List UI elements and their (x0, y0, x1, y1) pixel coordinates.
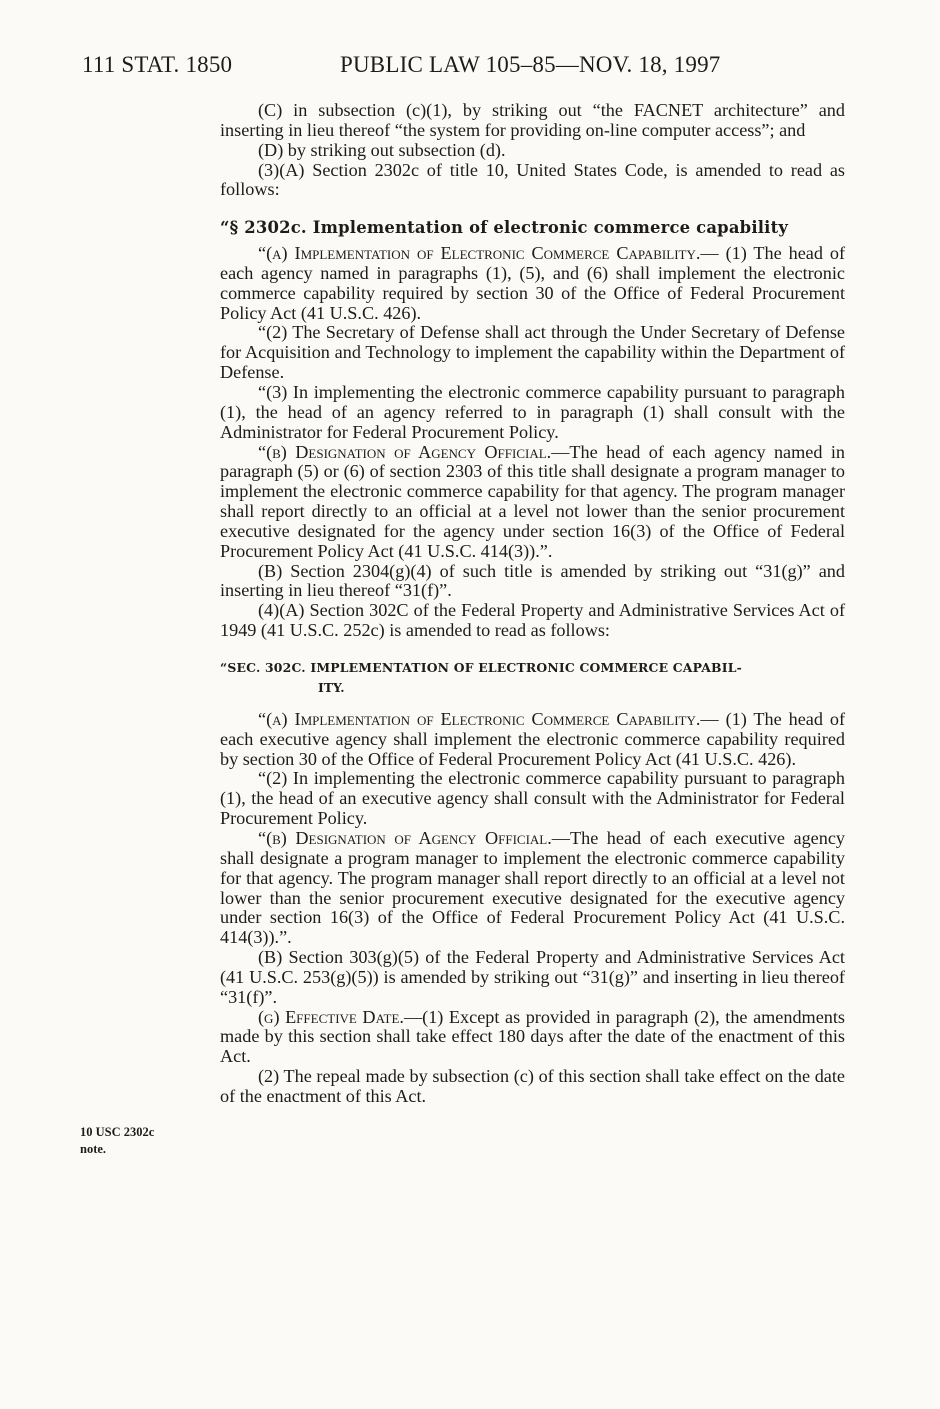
subsection-heading: “(b) Designation of Agency Official. (258, 828, 552, 848)
paragraph-c: (C) in subsection (c)(1), by striking out “the FACNET architecture” and inserting in lieu thereof “the system for providing on-line computer access”; and (220, 100, 845, 140)
paragraph-4a: (4)(A) Section 302C of the Federal Property and Administrative Services Act of 1949 (41 U.S.C. 252c) is amended to read as follows: (220, 600, 845, 641)
paragraph-g-2: (2) The repeal made by subsection (c) of this section shall take effect on the date of the enactment of this Act. (220, 1066, 845, 1106)
paragraph-text: (1) The head of each agency named in paragraphs (1), (5), and (6) shall implement the electronic commerce capability required by section 30 of the Office of Federal Procurement Policy Act (41 U.S.C. 426). (220, 243, 846, 323)
subsection-heading: (g) Effective Date. (258, 1006, 404, 1027)
paragraph-b-section-2304: (B) Section 2304(g)(4) of such title is amended by striking out “31(g)” and inserting in lieu thereof “31(f)”. (220, 560, 845, 601)
subsection-heading: “(a) Implementation of Electronic Commerce Capability.— (258, 243, 719, 264)
paragraph-b-section-303: (B) Section 303(g)(5) of the Federal Property and Administrative Services Act (41 U.S.C. 253(g)(5)) is amended by striking out “31(g)” and inserting in lieu thereof “31(f)”. (220, 947, 845, 1007)
paragraph-text: —The head of each agency named in paragraph (5) or (6) of section 2303 of this title shall designate a program manager to implement the electronic commerce capability for that agency. The program manager shall report directly to an official at a level not lower than the senior procurement executive designated for the agency under section 16(3) of the Office of Federal Procurement Policy Act (41 U.S.C. 414(3)).”. (220, 441, 845, 561)
subsection-heading: “(a) Implementation of Electronic Commerce Capability.— (258, 708, 719, 729)
paragraph-3a: (3)(A) Section 2302c of title 10, United States Code, is amended to read as follows: (220, 159, 845, 200)
paragraph-g-effective-date (220, 1008, 845, 1068)
paragraph-text: (1) The head of each executive agency shall implement the electronic commerce capability required by section 30 of the Office of Federal Procurement Policy Act (41 U.S.C. 426). (220, 708, 846, 769)
paragraph-a-1-302c (220, 710, 845, 770)
margin-note-citation: 10 USC 2302c (80, 1125, 155, 1139)
paragraph-text: —(1) Except as provided in paragraph (2), the amendments made by this section shall take effect 180 days after the date of the enactment of this Act. (220, 1006, 845, 1067)
paragraph-2: “(2) The Secretary of Defense shall act through the Under Secretary of Defense for Acquisition and Technology to implement the capability within the Department of Defense. (220, 322, 845, 383)
paragraph-a-1 (220, 244, 845, 323)
margin-note-label: note. (80, 1142, 107, 1156)
paragraph-b (220, 443, 845, 562)
section-heading-2302c: “§ 2302c. Implementation of electronic commerce capability (220, 218, 789, 238)
statute-reference: 111 STAT. 1850 (82, 52, 233, 77)
paragraph-3: “(3) In implementing the electronic commerce capability pursuant to paragraph (1), the head of an agency referred to in paragraph (1) shall consult with the Administrator for Federal Procurement Policy. (220, 381, 845, 442)
margin-note (80, 1124, 154, 1158)
paragraph-b-302c (220, 829, 845, 948)
document-body (220, 101, 845, 1107)
section-heading-302c: “SEC. 302C. IMPLEMENTATION OF ELECTRONIC COMMERCE CAPABIL- (220, 659, 742, 675)
public-law-title: PUBLIC LAW 105–85—NOV. 18, 1997 (340, 52, 721, 77)
subsection-heading: “(b) Designation of Agency Official. (258, 441, 552, 462)
paragraph-text: —The head of each executive agency shall designate a program manager to implement the electronic commerce capability for that agency. The program manager shall report directly to an official at a level not lower than the senior procurement executive designated for the executive agency under section 16(3) of the Office of Federal Procurement Policy Act (41 U.S.C. 414(3)).”. (220, 828, 845, 948)
paragraph-2-302c: “(2) In implementing the electronic commerce capability pursuant to paragraph (1), the head of an executive agency shall consult with the Administrator for Federal Procurement Policy. (220, 768, 845, 829)
paragraph-d: (D) by striking out subsection (d). (258, 139, 506, 160)
section-heading-302c-continued: ITY. (318, 679, 345, 695)
